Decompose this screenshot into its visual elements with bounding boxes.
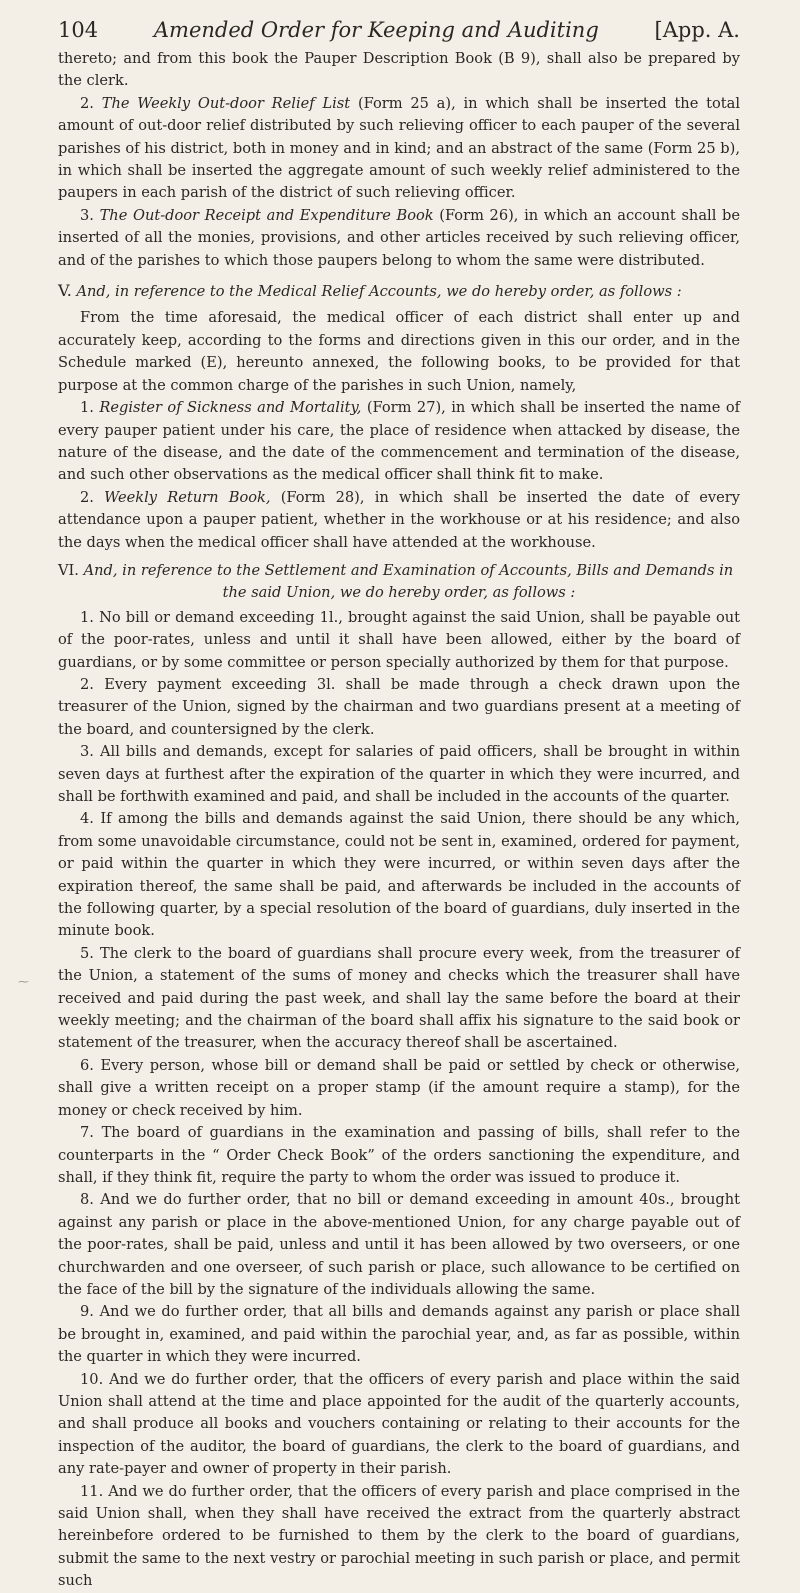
appendix-label: [App. A. [654,18,740,42]
paragraph: 6. Every person, whose bill or demand shall be paid or settled by check or otherwise, shall give a written receipt on a proper stamp (if the amount require a stamp), for the money or check received by him. [58,1056,740,1119]
section-heading-vi: VI. And, in reference to the Settlement and Examination of Accounts, Bills and Demands in the said Union, we do hereby order, as follows : [58,561,734,602]
paragraph: 3. The Out-door Receipt and Expenditure Book (Form 26), in which an account shall be inserted of all the monies, provisions, and other articles received by such relieving officer, and of the parishes to which those paupers belong to whom the same were distributed. [58,206,740,269]
paragraph: 9. And we do further order, that all bills and demands against any parish or place shall be brought in, examined, and paid within the parochial year, and, as far as possible, within the quarter in which they were incurred. [58,1303,741,1366]
paragraph: thereto; and from this book the Pauper Description Book (B 9), shall also be prepared by the clerk. [58,50,740,90]
paragraph: 2. Every payment exceeding 3l. shall be made through a check drawn upon the treasurer of the Union, signed by the chairman and two guardians present at a meeting of the board, and countersigned by the clerk. [58,675,740,738]
body-text [58,48,740,1593]
running-title: Amended Order for Keeping and Auditing [153,18,599,42]
paragraph: 2. Weekly Return Book, (Form 28), in which shall be inserted the date of every attendance upon a pauper patient, whether in the workhouse or at his residence; and also the days when the medical officer shall have attended at the workhouse. [58,488,740,551]
running-header [58,18,740,42]
margin-mark-icon: ⁓ [18,975,29,988]
paragraph: 11. And we do further order, that the officers of every parish and place comprised in the said Union shall, when they shall have received the extract from the quarterly abstract hereinbefore ordered to be furnished to them by the clerk to the board of guardians, submit the same to the next vestry or parochial meeting in such parish or place, and permit such [58,1482,740,1590]
paragraph: 8. And we do further order, that no bill or demand exceeding in amount 40s., brought against any parish or place in the above-mentioned Union, for any charge payable out of the poor-rates, shall be paid, unless and until it has been allowed by two overseers, or one churchwarden and one overseer, of such parish or place, such allowance to be certified on the face of the bill by the signature of the individuals allowing the same. [58,1191,740,1298]
paragraph: From the time aforesaid, the medical officer of each district shall enter up and accurately keep, according to the forms and directions given in this our order, and in the Schedule marked (E), hereunto annexed, the following books, to be provided for that purpose at the common charge of the parishes in such Union, namely, [58,309,740,394]
paragraph: 1. Register of Sickness and Mortality, (Form 27), in which shall be inserted the name of every pauper patient under his care, the place of residence when attacked by disease, the nature of the disease, and the date of the commencement and termination of the disease, and such other observations as the medical officer shall think fit to make. [58,399,741,484]
section-heading-v: V. And, in reference to the Medical Relief Accounts, we do hereby order, as follows : [58,281,682,301]
paragraph: 4. If among the bills and demands against the said Union, there should be any which, from some unavoidable circumstance, could not be sent in, examined, ordered for payment, or paid within the quarter in which they were incurred, or within seven days after the expiration thereof, the same shall be paid, and afterwards be included in the accounts of the following quarter, by a special resolution of the board of guardians, duly inserted in the minute book. [58,810,740,940]
paragraph: 3. All bills and demands, except for salaries of paid officers, shall be brought in within seven days at furthest after the expiration of the quarter in which they were incurred, and shall be forthwith examined and paid, and shall be included in the accounts of the quarter. [58,743,740,805]
paragraph: 5. The clerk to the board of guardians shall procure every week, from the treasurer of the Union, a statement of the sums of money and checks which the treasurer shall have received and paid during the past week, and shall lay the same before the board at their weekly meeting; and the chairman of the board shall affix his signature to the said book or statement of the treasurer, when the accuracy thereof shall be ascertained. [58,944,740,1052]
paragraph: 7. The board of guardians in the examination and passing of bills, shall refer to the counterparts in the “ Order Check Book” of the orders sanctioning the expenditure, and shall, if they think fit, require the party to whom the order was issued to produce it. [58,1124,741,1186]
page-number: 104 [58,18,99,42]
paragraph: 2. The Weekly Out-door Relief List (Form 25 a), in which shall be inserted the total amount of out-door relief distributed by such relieving officer to each pauper of the several parishes of his district, both in money and in kind; and an abstract of the same (Form 25 b), in which shall be inserted the aggregate amount of such weekly relief administered to the paupers in each parish of the district of such relieving officer. [58,94,740,202]
paragraph: 1. No bill or demand exceeding 1l., brought against the said Union, shall be payable out of the poor-rates, unless and until it shall have been allowed, either by the board of guardians, or by some committee or person specially authorized by them for that purpose. [58,608,741,671]
paragraph: 10. And we do further order, that the officers of every parish and place within the said Union shall attend at the time and place appointed for the audit of the quarterly accounts, and shall produce all books and vouchers containing or relating to their accounts for the inspection of the auditor, the board of guardians, the clerk to the board of guardians, and any rate-payer and owner of property in their parish. [58,1370,740,1478]
